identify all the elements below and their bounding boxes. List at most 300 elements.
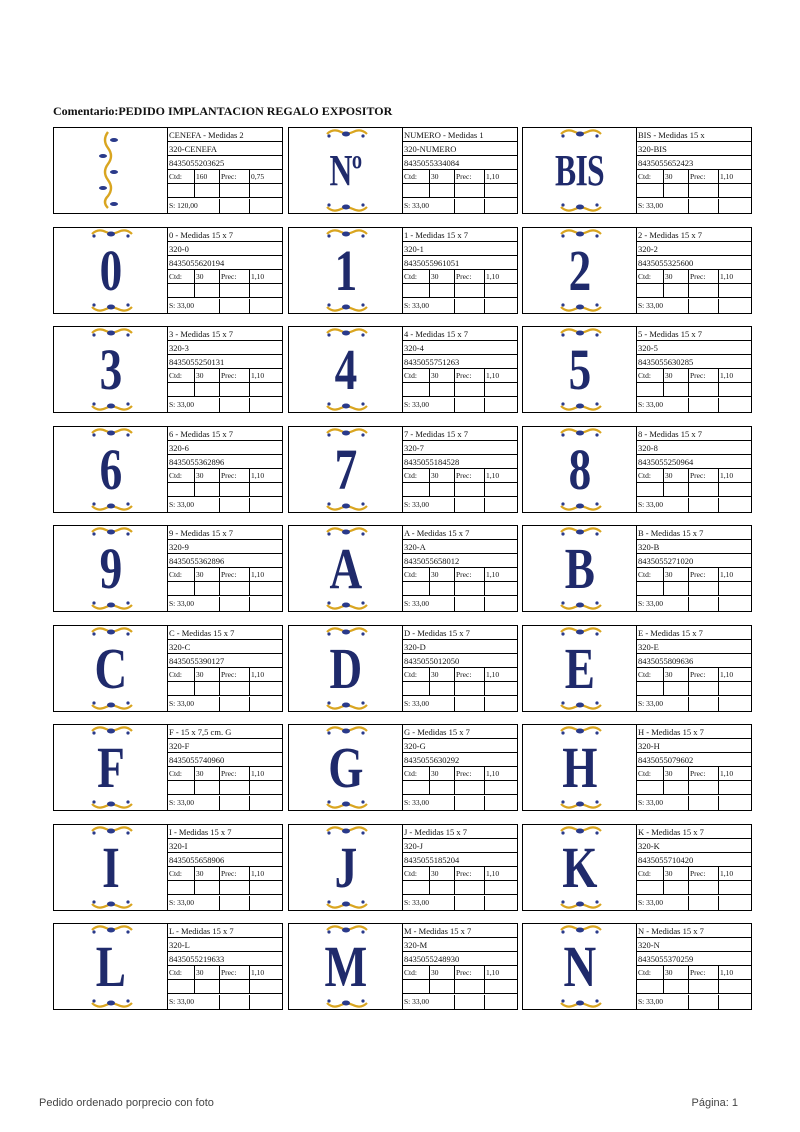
product-info (168, 228, 282, 313)
product-reference: 320-L (168, 938, 282, 952)
qty-value: 30 (430, 867, 455, 881)
price-value: 1,10 (251, 968, 265, 977)
qty-label: Ctd: (403, 668, 430, 682)
qty-label: Ctd: (168, 270, 195, 284)
qty-price-row (637, 767, 751, 781)
product-info (168, 427, 282, 512)
product-name: L - Medidas 15 x 7 (168, 924, 282, 938)
qty-value: 30 (195, 966, 220, 980)
qty-label: Ctd: (168, 767, 195, 781)
product-name: J - Medidas 15 x 7 (403, 825, 517, 839)
subtotal: S: 33,00 (637, 398, 689, 412)
subtotal-row (637, 299, 751, 313)
subtotal: S: 33,00 (403, 896, 455, 910)
product-ean: 8435055658012 (403, 554, 517, 568)
price-value: 1,10 (486, 272, 500, 281)
qty-label: Ctd: (637, 369, 664, 383)
product-card (522, 625, 752, 712)
product-name: A - Medidas 15 x 7 (403, 526, 517, 540)
subtotal-row (637, 199, 751, 213)
price-label: Prec: (689, 966, 719, 980)
subtotal: S: 33,00 (637, 995, 689, 1009)
product-info (637, 526, 751, 611)
product-reference: 320-5 (637, 341, 751, 355)
subtotal: S: 33,00 (403, 299, 455, 313)
qty-label: Ctd: (403, 568, 430, 582)
subtotal: S: 33,00 (168, 995, 220, 1009)
product-ean: 8435055658906 (168, 853, 282, 867)
subtotal: S: 33,00 (168, 299, 220, 313)
qty-price-row (403, 170, 517, 184)
price-value: 1,10 (486, 869, 500, 878)
qty-label: Ctd: (168, 369, 195, 383)
tile-image (523, 825, 637, 910)
tile-glyph: L (95, 934, 126, 999)
qty-label: Ctd: (637, 170, 664, 184)
empty-row (403, 980, 517, 994)
empty-row (403, 682, 517, 696)
qty-price-row (168, 668, 282, 682)
empty-row (168, 781, 282, 795)
product-card (522, 326, 752, 413)
tile-image (523, 427, 637, 512)
price-value: 1,10 (251, 570, 265, 579)
qty-price-row (168, 170, 282, 184)
price-value: 1,10 (251, 769, 265, 778)
tile-image (54, 128, 168, 213)
price-label: Prec: (220, 469, 250, 483)
tile-image (523, 725, 637, 810)
qty-value: 30 (195, 867, 220, 881)
subtotal-row (403, 796, 517, 810)
product-info (168, 626, 282, 711)
product-ean: 8435055219633 (168, 952, 282, 966)
price-label: Prec: (220, 767, 250, 781)
product-card (522, 525, 752, 612)
empty-row (637, 881, 751, 895)
product-name: 5 - Medidas 15 x 7 (637, 327, 751, 341)
product-ean: 8435055248930 (403, 952, 517, 966)
product-info (637, 228, 751, 313)
price-label: Prec: (455, 767, 485, 781)
qty-price-row (403, 867, 517, 881)
tile-glyph: C (94, 636, 127, 701)
subtotal: S: 33,00 (168, 796, 220, 810)
price-value: 1,10 (720, 371, 734, 380)
empty-row (168, 881, 282, 895)
price-value: 1,10 (486, 968, 500, 977)
price-value: 1,10 (486, 172, 500, 181)
qty-price-row (403, 469, 517, 483)
tile-glyph: D (329, 636, 362, 701)
subtotal-row (168, 697, 282, 711)
subtotal-row (403, 199, 517, 213)
qty-label: Ctd: (637, 469, 664, 483)
product-ean: 8435055390127 (168, 654, 282, 668)
qty-price-row (403, 668, 517, 682)
tile-image (289, 327, 403, 412)
product-name: C - Medidas 15 x 7 (168, 626, 282, 640)
product-info (637, 327, 751, 412)
tile-image (289, 427, 403, 512)
subtotal-row (403, 299, 517, 313)
price-label: Prec: (455, 170, 485, 184)
product-ean: 8435055334084 (403, 156, 517, 170)
tile-image (289, 725, 403, 810)
product-card (53, 724, 283, 811)
qty-value: 30 (430, 170, 455, 184)
tile-image (54, 825, 168, 910)
product-info (637, 427, 751, 512)
tile-glyph: 4 (334, 337, 357, 402)
qty-price-row (403, 767, 517, 781)
subtotal-row (168, 995, 282, 1009)
qty-label: Ctd: (168, 867, 195, 881)
product-reference: 320-K (637, 839, 751, 853)
qty-label: Ctd: (637, 668, 664, 682)
subtotal: S: 33,00 (168, 597, 220, 611)
product-ean: 8435055079602 (637, 753, 751, 767)
price-value: 1,10 (720, 670, 734, 679)
tile-glyph: H (562, 735, 597, 800)
product-name: 1 - Medidas 15 x 7 (403, 228, 517, 242)
qty-value: 30 (430, 469, 455, 483)
tile-image (54, 228, 168, 313)
price-label: Prec: (689, 568, 719, 582)
subtotal: S: 33,00 (403, 498, 455, 512)
tile-image (523, 327, 637, 412)
qty-price-row (637, 270, 751, 284)
subtotal-row (168, 199, 282, 213)
product-ean: 8435055652423 (637, 156, 751, 170)
product-card (53, 923, 283, 1010)
qty-value: 30 (664, 568, 689, 582)
qty-label: Ctd: (403, 270, 430, 284)
tile-image (54, 327, 168, 412)
product-name: H - Medidas 15 x 7 (637, 725, 751, 739)
subtotal-row (403, 896, 517, 910)
subtotal: S: 33,00 (637, 498, 689, 512)
product-ean: 8435055710420 (637, 853, 751, 867)
product-ean: 8435055184528 (403, 455, 517, 469)
tile-glyph: Nº (329, 146, 362, 195)
price-value: 1,10 (251, 670, 265, 679)
qty-label: Ctd: (403, 170, 430, 184)
product-name: 9 - Medidas 15 x 7 (168, 526, 282, 540)
price-label: Prec: (689, 170, 719, 184)
product-reference: 320-B (637, 540, 751, 554)
qty-value: 30 (664, 767, 689, 781)
product-ean: 8435055185204 (403, 853, 517, 867)
product-card (53, 426, 283, 513)
product-card (288, 326, 518, 413)
price-value: 1,10 (251, 869, 265, 878)
product-info (403, 924, 517, 1009)
tile-glyph: M (324, 934, 367, 999)
qty-value: 30 (664, 369, 689, 383)
price-value: 1,10 (720, 272, 734, 281)
price-value: 1,10 (720, 172, 734, 181)
qty-label: Ctd: (637, 767, 664, 781)
qty-price-row (168, 369, 282, 383)
product-info (403, 526, 517, 611)
qty-price-row (168, 966, 282, 980)
subtotal-row (168, 299, 282, 313)
footer-page-number: Página: 1 (691, 1097, 738, 1109)
product-ean: 8435055809636 (637, 654, 751, 668)
tile-glyph: K (562, 835, 597, 900)
subtotal: S: 33,00 (637, 597, 689, 611)
tile-image (289, 626, 403, 711)
price-value: 1,10 (251, 272, 265, 281)
qty-value: 30 (430, 767, 455, 781)
subtotal-row (403, 995, 517, 1009)
product-card (522, 724, 752, 811)
empty-row (637, 980, 751, 994)
empty-row (637, 284, 751, 298)
order-comment: Comentario:PEDIDO IMPLANTACION REGALO EXPOSITOR (53, 104, 393, 118)
empty-row (168, 184, 282, 198)
subtotal-row (637, 398, 751, 412)
product-name: 0 - Medidas 15 x 7 (168, 228, 282, 242)
product-name: 4 - Medidas 15 x 7 (403, 327, 517, 341)
product-info (637, 924, 751, 1009)
empty-row (168, 682, 282, 696)
product-name: G - Medidas 15 x 7 (403, 725, 517, 739)
tile-glyph: N (563, 934, 596, 999)
qty-value: 30 (430, 668, 455, 682)
empty-row (403, 881, 517, 895)
product-name: BIS - Medidas 15 x (637, 128, 751, 142)
qty-label: Ctd: (637, 867, 664, 881)
price-label: Prec: (220, 369, 250, 383)
price-value: 1,10 (486, 769, 500, 778)
price-value: 1,10 (251, 471, 265, 480)
qty-label: Ctd: (403, 369, 430, 383)
tile-glyph: B (564, 536, 595, 601)
tile-image (54, 924, 168, 1009)
subtotal: S: 120,00 (168, 199, 220, 213)
subtotal-row (637, 995, 751, 1009)
subtotal: S: 33,00 (403, 199, 455, 213)
qty-value: 30 (430, 270, 455, 284)
tile-image (54, 626, 168, 711)
price-value: 0,75 (251, 172, 265, 181)
price-label: Prec: (220, 568, 250, 582)
subtotal: S: 33,00 (403, 697, 455, 711)
product-name: 7 - Medidas 15 x 7 (403, 427, 517, 441)
product-name: N - Medidas 15 x 7 (637, 924, 751, 938)
product-name: M - Medidas 15 x 7 (403, 924, 517, 938)
product-card (288, 923, 518, 1010)
subtotal: S: 33,00 (168, 896, 220, 910)
price-label: Prec: (689, 867, 719, 881)
tile-glyph: 3 (99, 337, 122, 402)
tile-glyph: 8 (568, 437, 591, 502)
price-value: 1,10 (251, 371, 265, 380)
product-info (403, 725, 517, 810)
product-card (53, 525, 283, 612)
product-reference: 320-4 (403, 341, 517, 355)
product-card (288, 227, 518, 314)
subtotal-row (403, 398, 517, 412)
product-reference: 320-3 (168, 341, 282, 355)
product-reference: 320-7 (403, 441, 517, 455)
price-label: Prec: (455, 966, 485, 980)
empty-row (637, 383, 751, 397)
empty-row (637, 781, 751, 795)
price-value: 1,10 (486, 371, 500, 380)
tile-image (54, 526, 168, 611)
empty-row (637, 184, 751, 198)
subtotal: S: 33,00 (637, 199, 689, 213)
qty-value: 30 (664, 966, 689, 980)
product-info (403, 128, 517, 213)
subtotal-row (168, 597, 282, 611)
subtotal-row (403, 597, 517, 611)
qty-label: Ctd: (168, 170, 195, 184)
product-info (637, 626, 751, 711)
product-card (53, 326, 283, 413)
product-card (288, 426, 518, 513)
product-info (403, 327, 517, 412)
product-name: E - Medidas 15 x 7 (637, 626, 751, 640)
product-info (403, 626, 517, 711)
product-reference: 320-N (637, 938, 751, 952)
product-reference: 320-6 (168, 441, 282, 455)
price-label: Prec: (220, 668, 250, 682)
qty-label: Ctd: (168, 568, 195, 582)
empty-row (168, 582, 282, 596)
qty-price-row (637, 668, 751, 682)
product-reference: 320-1 (403, 242, 517, 256)
tile-image (523, 924, 637, 1009)
subtotal-row (637, 498, 751, 512)
qty-price-row (637, 867, 751, 881)
subtotal-row (403, 498, 517, 512)
price-label: Prec: (689, 767, 719, 781)
product-info (168, 327, 282, 412)
subtotal: S: 33,00 (168, 697, 220, 711)
product-card (522, 824, 752, 911)
product-info (637, 725, 751, 810)
empty-row (168, 980, 282, 994)
product-card (53, 127, 283, 214)
tile-glyph: 7 (334, 437, 357, 502)
qty-price-row (168, 867, 282, 881)
price-value: 1,10 (720, 769, 734, 778)
price-label: Prec: (220, 170, 250, 184)
qty-label: Ctd: (637, 568, 664, 582)
product-reference: 320-M (403, 938, 517, 952)
product-reference: 320-H (637, 739, 751, 753)
qty-label: Ctd: (168, 469, 195, 483)
product-name: D - Medidas 15 x 7 (403, 626, 517, 640)
subtotal: S: 33,00 (637, 299, 689, 313)
subtotal: S: 33,00 (403, 995, 455, 1009)
subtotal: S: 33,00 (637, 896, 689, 910)
product-reference: 320-D (403, 640, 517, 654)
product-card (288, 127, 518, 214)
qty-value: 30 (664, 469, 689, 483)
empty-row (403, 781, 517, 795)
product-info (403, 228, 517, 313)
qty-label: Ctd: (637, 966, 664, 980)
tile-image (289, 228, 403, 313)
empty-row (637, 483, 751, 497)
tile-glyph: A (329, 536, 362, 601)
product-info (168, 725, 282, 810)
price-label: Prec: (220, 966, 250, 980)
product-reference: 320-E (637, 640, 751, 654)
qty-value: 30 (430, 568, 455, 582)
price-label: Prec: (455, 369, 485, 383)
product-ean: 8435055630292 (403, 753, 517, 767)
qty-value: 160 (195, 170, 220, 184)
empty-row (637, 582, 751, 596)
price-label: Prec: (689, 270, 719, 284)
qty-value: 30 (664, 270, 689, 284)
product-reference: 320-C (168, 640, 282, 654)
product-card (522, 426, 752, 513)
product-card (53, 227, 283, 314)
product-reference: 320-F (168, 739, 282, 753)
product-ean: 8435055961051 (403, 256, 517, 270)
qty-value: 30 (664, 668, 689, 682)
qty-label: Ctd: (403, 767, 430, 781)
product-name: 3 - Medidas 15 x 7 (168, 327, 282, 341)
product-ean: 8435055250964 (637, 455, 751, 469)
product-ean: 8435055620194 (168, 256, 282, 270)
tile-image (289, 924, 403, 1009)
product-info (168, 924, 282, 1009)
price-label: Prec: (220, 270, 250, 284)
qty-price-row (168, 469, 282, 483)
empty-row (403, 184, 517, 198)
qty-label: Ctd: (403, 867, 430, 881)
subtotal: S: 33,00 (637, 697, 689, 711)
qty-price-row (168, 568, 282, 582)
price-label: Prec: (689, 469, 719, 483)
price-label: Prec: (689, 369, 719, 383)
qty-value: 30 (664, 170, 689, 184)
product-card (288, 724, 518, 811)
subtotal-row (168, 796, 282, 810)
subtotal: S: 33,00 (637, 796, 689, 810)
tile-glyph: BIS (555, 146, 604, 195)
product-reference: 320-0 (168, 242, 282, 256)
price-value: 1,10 (486, 670, 500, 679)
qty-value: 30 (195, 270, 220, 284)
subtotal-row (637, 796, 751, 810)
tile-glyph: 5 (568, 337, 591, 402)
price-value: 1,10 (720, 869, 734, 878)
price-value: 1,10 (486, 471, 500, 480)
price-label: Prec: (455, 568, 485, 582)
qty-price-row (637, 469, 751, 483)
product-reference: 320-J (403, 839, 517, 853)
product-info (637, 128, 751, 213)
product-ean: 8435055751263 (403, 355, 517, 369)
subtotal-row (168, 896, 282, 910)
product-ean: 8435055203625 (168, 156, 282, 170)
product-ean: 8435055250131 (168, 355, 282, 369)
product-info (168, 825, 282, 910)
price-label: Prec: (455, 668, 485, 682)
product-reference: 320-2 (637, 242, 751, 256)
product-reference: 320-BIS (637, 142, 751, 156)
subtotal-row (637, 896, 751, 910)
